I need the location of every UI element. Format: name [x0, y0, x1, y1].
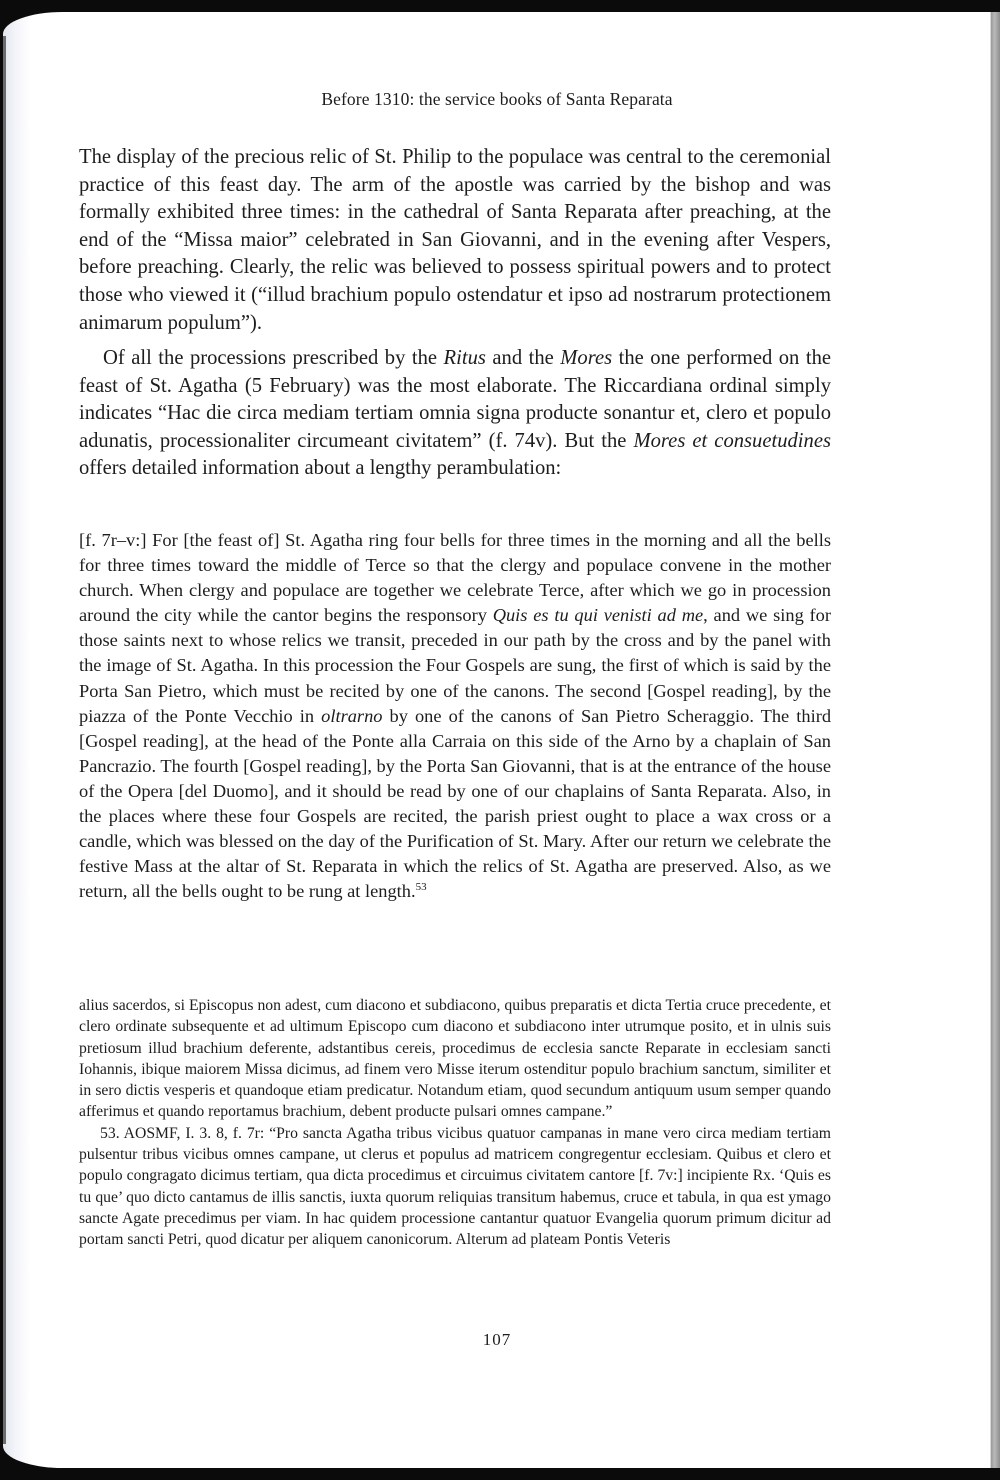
text-run: Of all the processions prescribed by the [103, 347, 444, 369]
page-stack-edge [990, 12, 1000, 1468]
running-head: Before 1310: the service books of Santa Reparata [321, 89, 673, 109]
text-run: the one performed on the feast of St. Agatha (5 February) was the most elaborate. The Riccardiana ordinal simply indicates “Hac die circa mediam tertiam omnia signa producte sonantur et, clero et populo adunatis, processionaliter circumeant civitatem” (f. 74v). But the [79, 347, 832, 452]
text-run: and the [485, 347, 561, 369]
page-gutter-edge [3, 36, 6, 1444]
italic-oltrarno: oltrarno [321, 705, 383, 726]
page-number: 107 [482, 1330, 512, 1349]
text-run: [f. 7r–v:] For [the feast of] St. Agatha ring four bells for three times in the morning and all the bells for three times toward the middle of Terce so that the clergy and populace convene in the mother church. When clergy and populace are together we celebrate Terce, after which we go in procession around the city while the cantor begins the responsory [79, 530, 831, 626]
footnote-continuation: alius sacerdos, si Episcopus non adest, cum diacono et subdiacono, quibus preparatis et dicta Tertia cruce precedente, et clero ordinate subsequente et ad ultimum Episcopo cum diacono et subdiacono inter utrumque posito, et in ulnis suis pretiosum illud brachium deferente, adstantibus cereis, procedimus de ecclesia sancte Reparate in ecclesiam sancti Iohannis, ibique maiorem Missa dicimus, ad finem vero Misse iterum ostenditur populo brachium sanctum, similiter et in sero dictis vesperis et quandoque etiam predicatur. Notandum etiam, quod secundum antiquum usum semper quando afferimus et quando reportamus brachium, debent producte pulsari omnes campane.” [79, 997, 831, 1121]
footnote-53: 53. AOSMF, I. 3. 8, f. 7r: “Pro sancta Agatha tribus vicibus quatuor campanas in mane vero circa mediam tertiam pulsentur tribus vicibus omnes campane, ut clerus et populus ad matricem congregentur ecclesiam. Quibus et clero et populo congragato dicimus tertiam, qua dicta procedimus et circuimus civitatem cantore [f. 7v:] incipiente Rx. ‘Quis es tu que’ quo dicto cantamus de illis sanctis, iuxta quorum reliquias transitum habemus, cruce et tabula, in qua est ymago sancte Agate precedimus per viam. In hac quidem processione cantantur quatuor Evangelia quorum primum dicitur ad portam sancti Petri, quod dicatur per aliquem canonicorum. Alterum ad plateam Pontis Veteris [79, 1124, 831, 1249]
text-run: , and we sing for those saints next to whose relics we transit, preceded in our path by the cross and by the panel with the image of St. Agatha. In this procession the Four Gospels are sung, the first of which is said by the Porta San Pietro, which must be recited by one of the canons. The second [Gospel reading], by the piazza of the Ponte Vecchio in [79, 605, 831, 726]
italic-title-mores-et-consuetudines: Mores et consuetudines [633, 429, 831, 452]
italic-title-ritus: Ritus [443, 347, 486, 369]
italic-responsory-title: Quis es tu qui venisti ad me [492, 605, 704, 626]
text-run: by one of the canons of San Pietro Scheraggio. The third [Gospel reading], at the head of the Ponte alla Carraia on this side of the Arno by a chaplain of San Pancrazio. The fourth [Gospel reading], by the Porta San Giovanni, that is at the entrance of the house of the Opera [del Duomo], and it should be read by one of our chaplains of Santa Reparata. Also, in the places where these four Gospels are recited, the parish priest ought to place a wax cross or a candle, which was blessed on the day of the Purification of St. Mary. After our return we celebrate the festive Mass at the altar of St. Reparata in which the relics of St. Agatha are preserved. Also, as we return, all the bells ought to be rung at length. [79, 705, 832, 902]
book-page [3, 12, 991, 1468]
block-quote-text [79, 528, 831, 904]
footnote-reference[interactable]: 53 [415, 881, 427, 894]
footnotes [79, 995, 831, 1251]
body-paragraph-1 [79, 144, 831, 337]
block-quotation [79, 528, 831, 904]
body-paragraph-2 [79, 345, 831, 483]
paragraph-text [79, 345, 831, 483]
paragraph-text: The display of the precious relic of St. Philip to the populace was central to the ceremonial practice of this feast day. The arm of the apostle was carried by the bishop and was formally exhibited three times: in the cathedral of Santa Reparata after preaching, at the end of the “Missa maior” celebrated in San Giovanni, and in the evening after Vespers, before preaching. Clearly, the relic was believed to possess spiritual powers and to protect those who viewed it (“illud brachium populo ostendatur et ipso ad nostrarum protectionem animarum populum”). [79, 146, 831, 334]
italic-title-mores: Mores [560, 347, 613, 369]
text-run: offers detailed information about a lengthy perambulation: [79, 457, 562, 480]
